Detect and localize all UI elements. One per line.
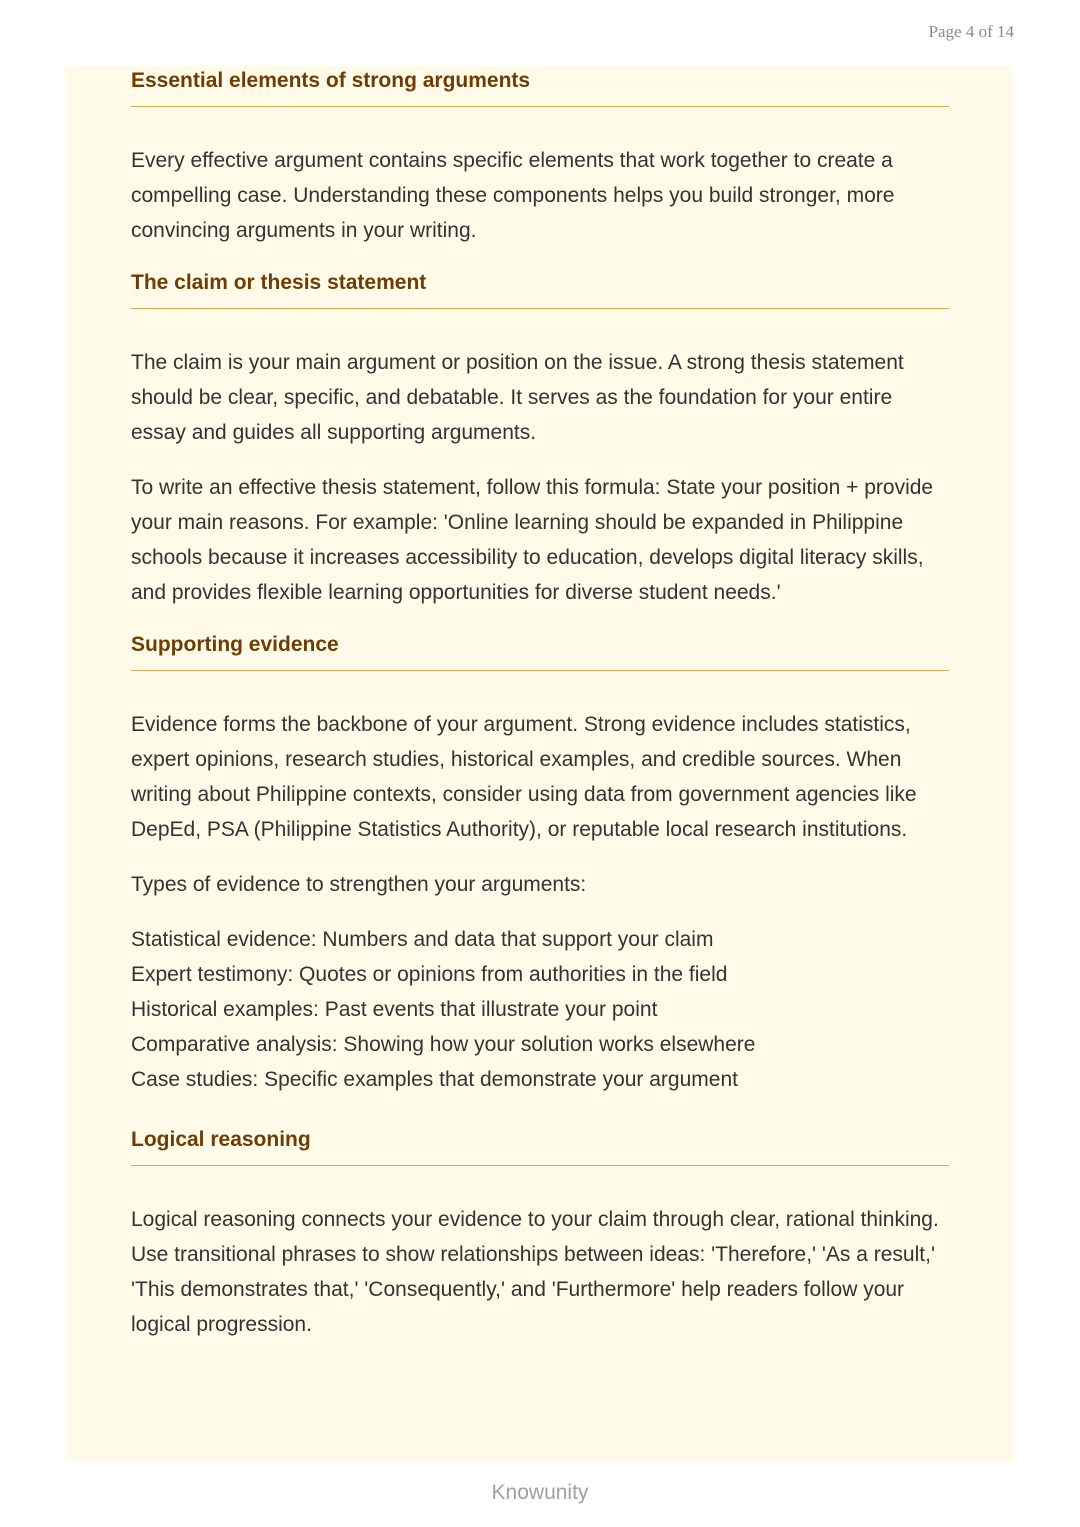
section-essential-elements xyxy=(131,66,949,248)
list-item: Expert testimony: Quotes or opinions from authorities in the field xyxy=(131,963,728,986)
paragraph: The claim is your main argument or position on the issue. A strong thesis statement should be clear, specific, and debatable. It serves as the foundation for your entire essay and guides all supporting arguments. xyxy=(131,351,904,444)
list-item: Comparative analysis: Showing how your solution works elsewhere xyxy=(131,1033,756,1056)
list-item: Case studies: Specific examples that demonstrate your argument xyxy=(131,1068,738,1091)
paragraph: Evidence forms the backbone of your argument. Strong evidence includes statistics, expert opinions, research studies, historical examples, and credible sources. When writing about Philippine contexts, consider using data from government agencies like DepEd, PSA (Philippine Statistics Authority), or reputable local research institutions. xyxy=(131,713,917,841)
section-heading: Supporting evidence xyxy=(131,630,949,671)
page-number: Page 4 of 14 xyxy=(928,22,1014,41)
paragraph: Logical reasoning connects your evidence to your claim through clear, rational thinking. Use transitional phrases to show relationships between ideas: 'Therefore,' 'As a result,' 'This demonstrates that,' 'Consequently,' and 'Furthermore' help readers follow your logical progression. xyxy=(131,1208,939,1336)
paragraph: Types of evidence to strengthen your arguments: xyxy=(131,873,587,896)
evidence-types-list xyxy=(131,922,949,1097)
content-panel xyxy=(65,66,1014,1461)
paragraph: To write an effective thesis statement, follow this formula: State your position + provide your main reasons. For example: 'Online learning should be expanded in Philippine schools because it increases accessibility to education, develops digital literacy skills, and provides flexible learning opportunities for diverse student needs.' xyxy=(131,476,934,604)
section-supporting-evidence xyxy=(131,630,949,1097)
section-logical-reasoning xyxy=(131,1125,949,1342)
footer-brand: Knowunity xyxy=(491,1481,589,1504)
paragraph: Every effective argument contains specific elements that work together to create a compelling case. Understanding these components helps you build stronger, more convincing arguments in your writing. xyxy=(131,149,895,242)
document-body xyxy=(131,66,949,1362)
section-heading: The claim or thesis statement xyxy=(131,268,949,309)
section-heading: Logical reasoning xyxy=(131,1125,949,1166)
section-heading: Essential elements of strong arguments xyxy=(131,66,949,107)
list-item: Statistical evidence: Numbers and data that support your claim xyxy=(131,928,714,951)
section-claim-thesis xyxy=(131,268,949,610)
list-item: Historical examples: Past events that illustrate your point xyxy=(131,998,658,1021)
